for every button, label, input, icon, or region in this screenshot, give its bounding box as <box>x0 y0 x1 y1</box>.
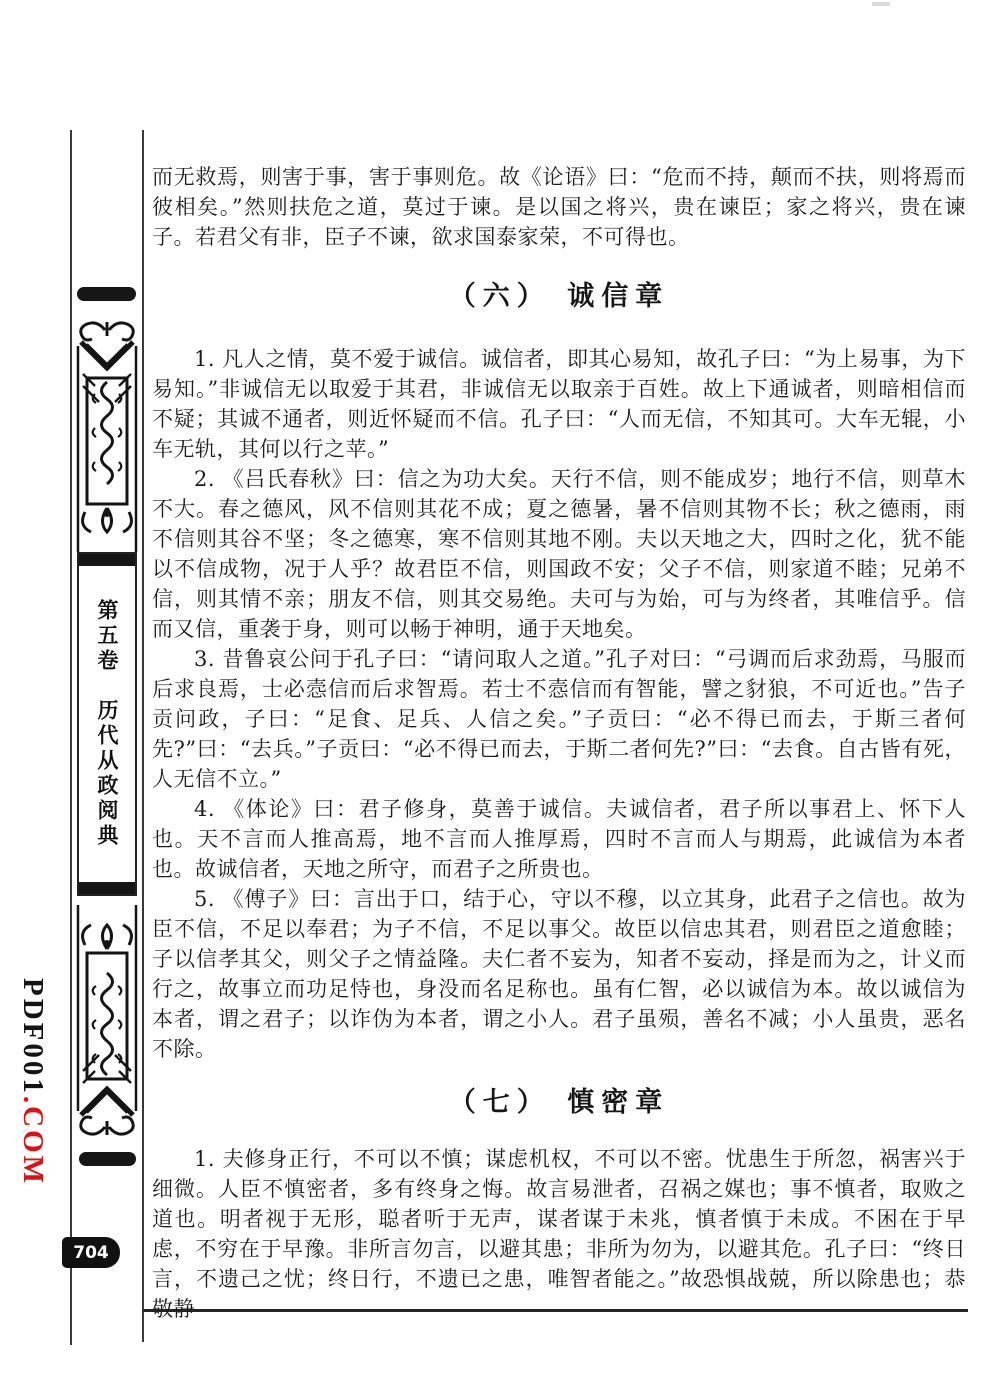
watermark-text <box>16 978 49 1188</box>
chapter-heading-7: （七） 慎密章 <box>448 1087 670 1118</box>
spine-ornament-bottom <box>74 905 140 1141</box>
spine-outer-rule <box>70 130 72 1345</box>
spine-top-cap <box>77 287 136 301</box>
spine-inkbar-bottom <box>79 882 135 894</box>
watermark-black-part: PDF001 <box>17 978 49 1096</box>
body-paragraph: 3. 昔鲁哀公问于孔子曰：“请问取人之道。”孔子对曰：“弓调而后求劲焉，马服而后求良焉，士必悫信而后求智焉。若士不悫信而有智能，譬之豺狼，不可近也。”告子贡问政，子曰：“足食、足兵、人信之矣。”子贡曰：“必不得已而去，于斯三者何先?”曰：“去兵。”子贡曰：“必不得已而去，于斯二者何先?”曰：“去食。自古皆有死，人无信不立。” <box>152 647 966 791</box>
body-paragraph-intro: 而无救焉，则害于事，害于事则危。故《论语》曰：“危而不持，颠而不扶，则将焉而彼相矣。”然则扶危之道，莫过于谏。是以国之将兴，贵在谏臣；家之将兴，贵在谏子。若君父有非，臣子不谏，欲求国泰家荣，不可得也。 <box>152 165 966 249</box>
body-paragraph: 2. 《吕氏春秋》曰：信之为功大矣。天行不信，则不能成岁；地行不信，则草木不大。春之德风，风不信则其花不成；夏之德暑，暑不信则其物不长；秋之德雨，雨不信则其谷不坚；冬之德寒，寒不信则其地不刚。夫以天地之大，四时之化，犹不能以不信成物，况于人乎？故君臣不信，则国政不安；父子不信，则家道不睦；兄弟不信，则其情不亲；朋友不信，则其交易绝。夫可与为始，可与为终者，其唯信乎。信而又信，重袭于身，则可以畅于神明，通于天地矣。 <box>152 467 966 641</box>
watermark-red-part: .COM <box>17 1095 49 1186</box>
body-paragraph: 1. 夫修身正行，不可以不慎；谋虑机权，不可以不密。忧患生于所忽，祸害兴于细微。人臣不慎密者，多有终身之悔。故言易泄者，召祸之媒也；事不慎者，取败之道也。明者视于无形，聪者听于无声，谋者谋于未兆，慎者慎于未成。不困在于早虑，不穷在于早豫。非所言勿言，以避其患；非所为勿为，以避其危。孔子曰：“终日言，不遗己之忧；终日行，不遗已之患，唯智者能之。”故恐惧战兢，所以除患也；恭敬静 <box>152 1147 966 1321</box>
spine-title: 第五卷 历代从政阅典 <box>95 599 120 849</box>
spine-title-box <box>77 552 137 896</box>
spine-inkbar-top <box>79 554 135 566</box>
spine-ornament-top <box>74 316 140 552</box>
text-frame <box>142 130 968 1321</box>
scan-artifact-mark <box>872 2 890 6</box>
page-number-badge: 704 <box>62 1237 120 1268</box>
body-paragraph: 5. 《傅子》曰：言出于口，结于心，守以不穆，以立其身，此君子之信也。故为臣不信，不足以奉君；为子不信，不足以事父。故臣以信忠其君，则君臣之道愈睦；子以信孝其父，则父子之情益隆。夫仁者不妄为，知者不妄动，择是而为之，计义而行之，故事立而功足恃也，身没而名足称也。虽有仁智，必以诚信为本。故以诚信为本者，谓之君子；以诈伪为本者，谓之小人。君子虽殒，善名不减；小人虽贵，恶名不除。 <box>152 887 966 1061</box>
spine-bottom-cap <box>79 1152 136 1166</box>
chapter-heading-6: （六） 诚信章 <box>448 281 670 312</box>
body-paragraph: 1. 凡人之情，莫不爱于诚信。诚信者，即其心易知，故孔子曰：“为上易事，为下易知。”非诚信无以取爱于其君，非诚信无以取亲于百姓。故上下通诚者，则暗相信而不疑；其诚不通者，则近怀疑而不信。孔子曰：“人而无信，不知其可。大车无辊，小车无轨，其何以行之苹。” <box>152 347 966 461</box>
frame-bottom-tick <box>142 1312 144 1342</box>
body-paragraph: 4. 《体论》曰：君子修身，莫善于诚信。夫诚信者，君子所以事君上、怀下人也。天不言而人推高焉，地不言而人推厚焉，四时不言而人与期焉，此诚信为本者也。故诚信者，天地之所守，而君子之所贵也。 <box>152 797 966 881</box>
